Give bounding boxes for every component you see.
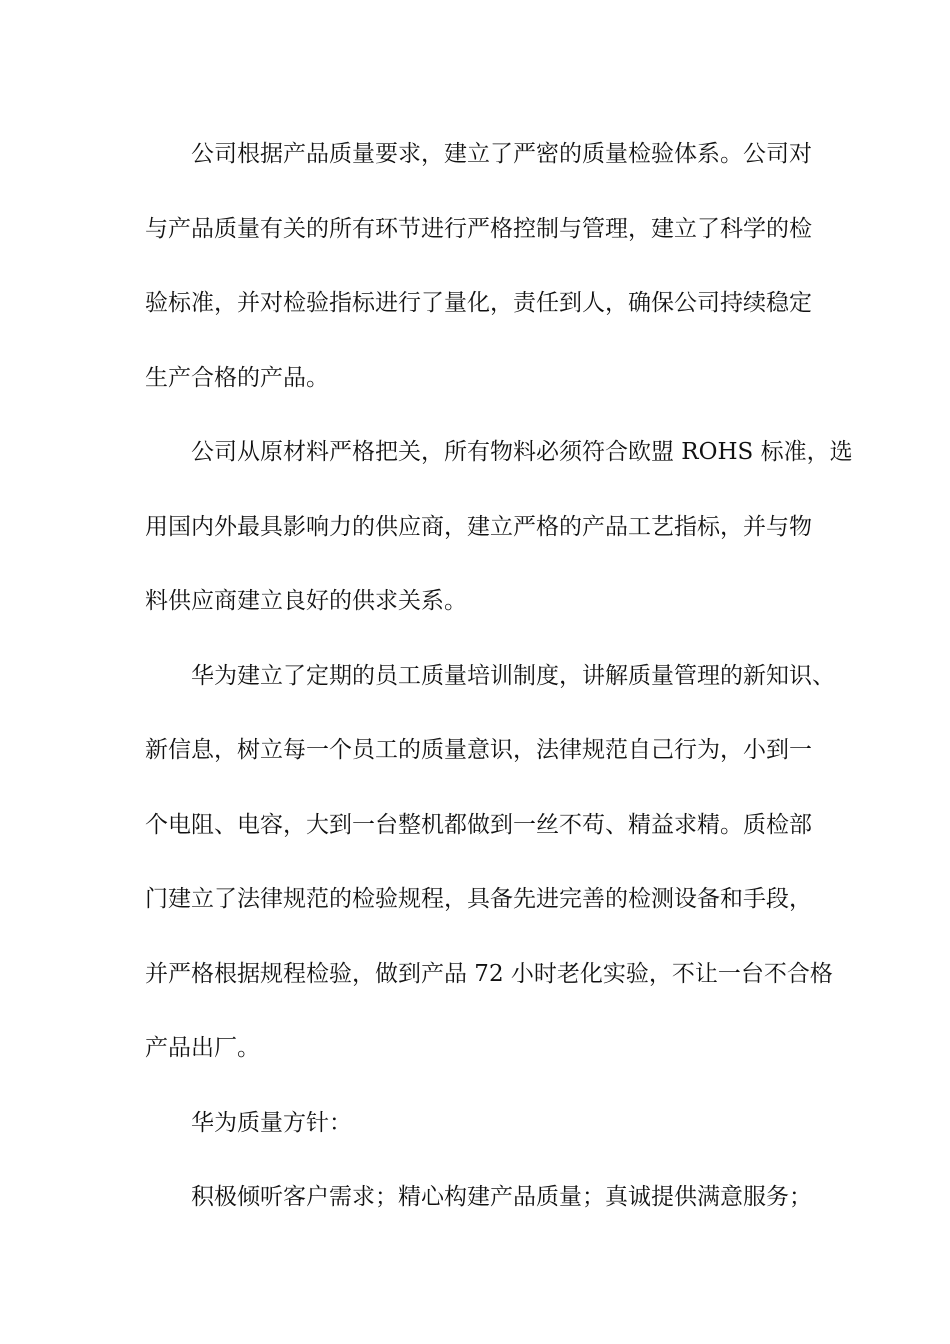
paragraph-1-line-4: 生产合格的产品。 (145, 364, 329, 391)
paragraph-2-line-3: 料供应商建立良好的供求关系。 (145, 588, 467, 614)
paragraph-2-line-1: 公司从原材料严格把关，所有物料必须符合欧盟 ROHS 标准，选 (191, 439, 853, 465)
paragraph-3-line-3: 个电阻、电容，大到一台整机都做到一丝不苟、精益求精。质检部 (145, 811, 812, 838)
quality-policy-heading: 华为质量方针： (191, 1109, 352, 1136)
paragraph-1-line-3: 验标准，并对检验指标进行了量化，责任到人，确保公司持续稳定 (145, 290, 812, 316)
paragraph-1-line-1: 公司根据产品质量要求，建立了严密的质量检验体系。公司对 (191, 141, 812, 167)
paragraph-3-line-5: 并严格根据规程检验，做到产品 72 小时老化实验，不让一台不合格 (145, 960, 833, 987)
paragraph-3-line-1: 华为建立了定期的员工质量培训制度，讲解质量管理的新知识、 (191, 662, 835, 689)
document-body (145, 131, 853, 1249)
paragraph-1-line-2: 与产品质量有关的所有环节进行严格控制与管理，建立了科学的检 (145, 215, 812, 242)
paragraph-2-line-2: 用国内外最具影响力的供应商，建立严格的产品工艺指标，并与物 (145, 513, 812, 540)
paragraph-3-line-6: 产品出厂。 (145, 1035, 260, 1061)
quality-policy-text: 积极倾听客户需求；精心构建产品质量；真诚提供满意服务； (191, 1184, 812, 1210)
paragraph-3-line-2: 新信息，树立每一个员工的质量意识，法律规范自己行为，小到一 (145, 737, 812, 763)
paragraph-3-line-4: 门建立了法律规范的检验规程，具备先进完善的检测设备和手段， (145, 886, 812, 912)
